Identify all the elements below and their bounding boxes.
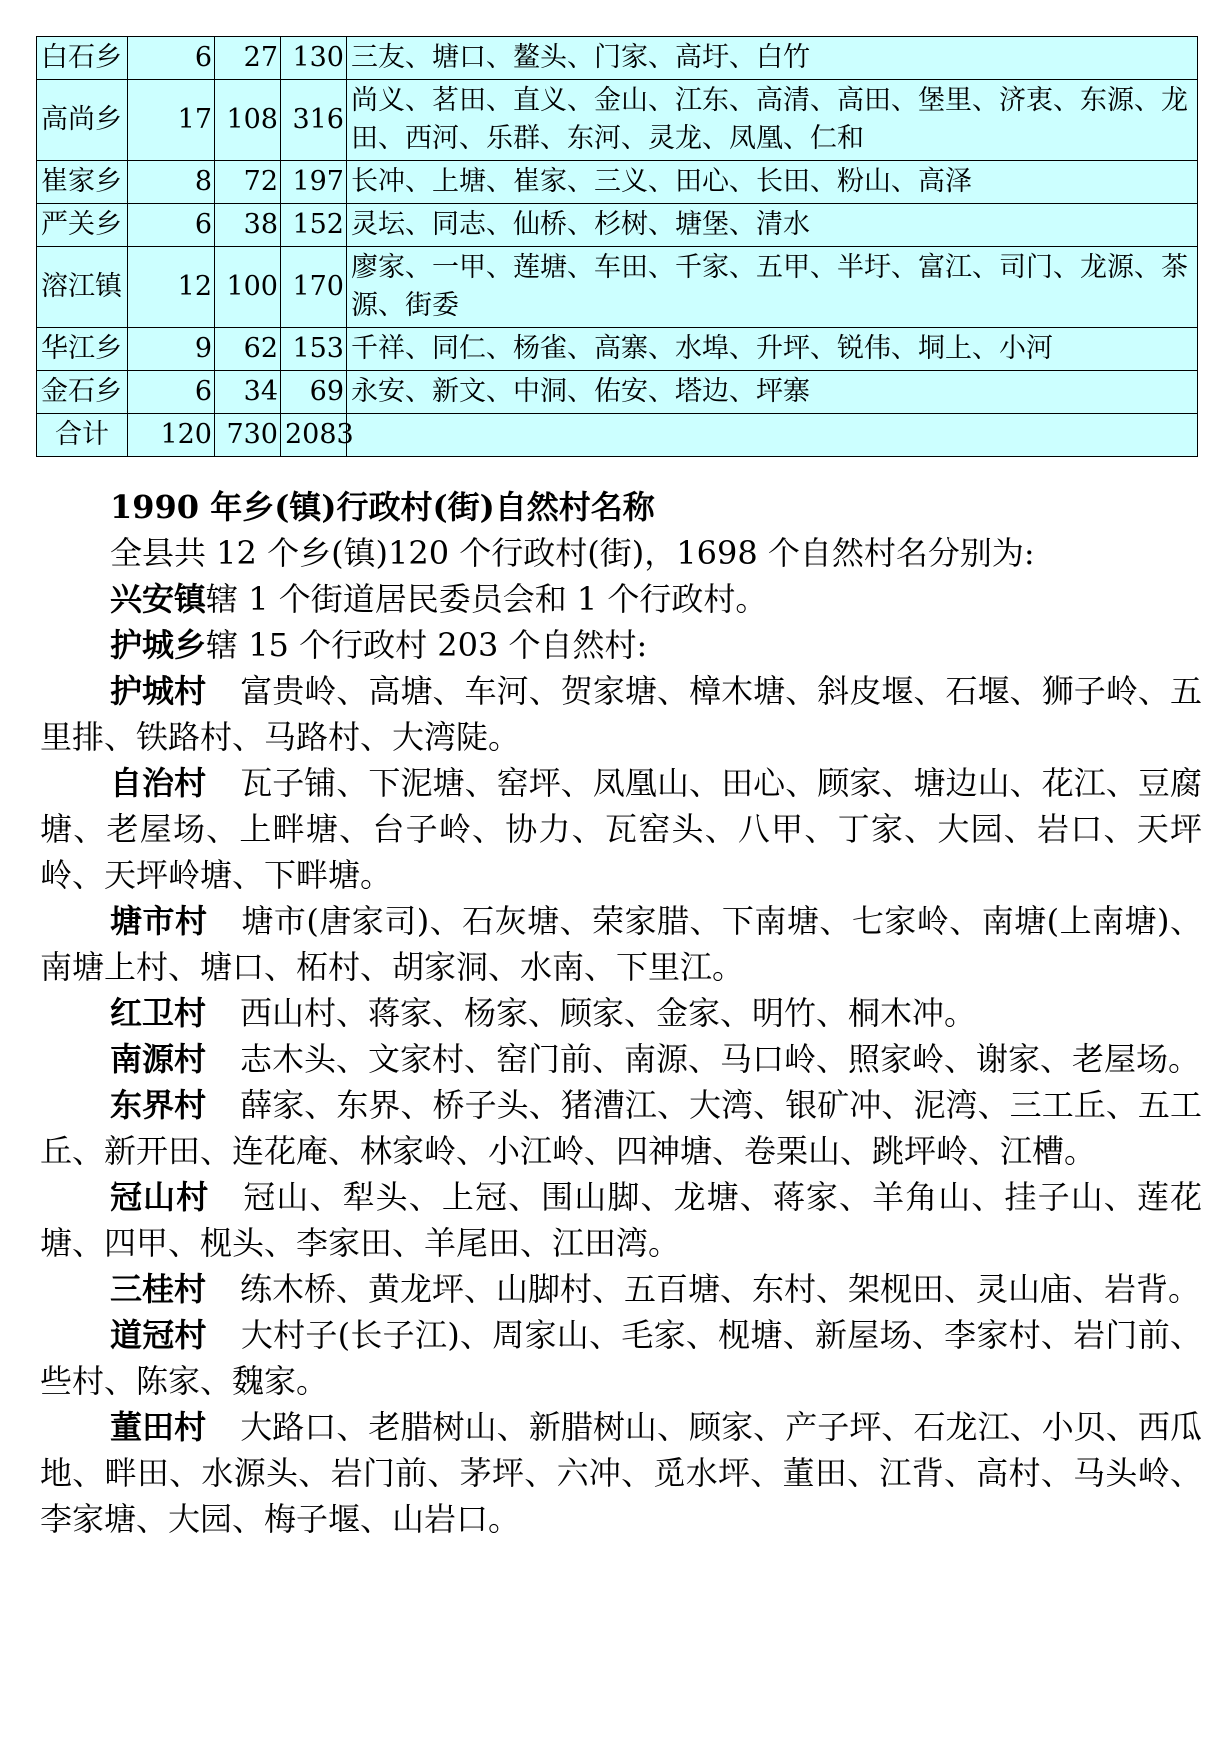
village-names-cell: 灵坛、同志、仙桥、杉树、塘堡、清水 xyxy=(347,204,1198,247)
natural-village-count-cell: 69 xyxy=(281,371,347,414)
village-paragraph xyxy=(40,898,1202,990)
natural-village-list: 薛家、东界、桥子头、猪漕江、大湾、银矿冲、泥湾、三工丘、五工丘、新开田、连花庵、林家岭、小江岭、四神塘、卷栗山、跳坪岭、江槽。 xyxy=(40,1086,1202,1170)
natural-village-count-cell: 170 xyxy=(281,247,347,328)
group-count-cell: 27 xyxy=(215,37,281,80)
document-body xyxy=(40,484,1202,1542)
hucheng-paragraph xyxy=(40,622,1202,668)
group-count-cell: 72 xyxy=(215,161,281,204)
natural-village-count-cell: 130 xyxy=(281,37,347,80)
village-paragraph xyxy=(40,1404,1202,1542)
natural-village-list: 练木桥、黄龙坪、山脚村、五百塘、东村、架枧田、灵山庙、岩背。 xyxy=(240,1270,1201,1308)
admin-village-name: 护城村 xyxy=(110,672,207,710)
village-paragraph xyxy=(40,1082,1202,1174)
admin-village-count-cell: 12 xyxy=(128,247,215,328)
intro-paragraph: 全县共 12 个乡(镇)120 个行政村(街)，1698 个自然村名分别为: xyxy=(110,534,1035,572)
table-row xyxy=(37,37,1198,80)
admin-village-count-cell: 6 xyxy=(128,37,215,80)
admin-village-count-cell: 6 xyxy=(128,371,215,414)
admin-village-name: 董田村 xyxy=(110,1408,207,1446)
admin-village-name: 道冠村 xyxy=(110,1316,207,1354)
township-name-cell: 高尚乡 xyxy=(37,80,128,161)
village-names-cell xyxy=(347,414,1198,457)
township-text: 辖 15 个行政村 203 个自然村: xyxy=(206,626,648,664)
group-count-cell: 108 xyxy=(215,80,281,161)
township-stats-table xyxy=(36,36,1198,457)
village-names-cell: 永安、新文、中洞、佑安、塔边、坪寨 xyxy=(347,371,1198,414)
admin-village-count-cell: 6 xyxy=(128,204,215,247)
village-paragraph xyxy=(40,990,1202,1036)
township-name-cell: 崔家乡 xyxy=(37,161,128,204)
natural-village-list: 富贵岭、高塘、车河、贺家塘、樟木塘、斜皮堰、石堰、狮子岭、五里排、铁路村、马路村、大湾陡。 xyxy=(40,672,1202,756)
township-name-cell: 金石乡 xyxy=(37,371,128,414)
village-paragraph xyxy=(40,1312,1202,1404)
village-names-cell: 廖家、一甲、莲塘、车田、千家、五甲、半圩、富江、司门、龙源、茶源、街委 xyxy=(347,247,1198,328)
natural-village-list: 塘市(唐家司)、石灰塘、荣家腊、下南塘、七家岭、南塘(上南塘)、南塘上村、塘口、柘村、胡家洞、水南、下里江。 xyxy=(40,902,1202,986)
admin-village-name: 南源村 xyxy=(110,1040,207,1078)
group-count-cell: 100 xyxy=(215,247,281,328)
natural-village-count-cell: 2083 xyxy=(281,414,347,457)
village-names-cell: 千祥、同仁、杨雀、高寨、水埠、升坪、锐伟、垌上、小河 xyxy=(347,328,1198,371)
group-count-cell: 34 xyxy=(215,371,281,414)
natural-village-count-cell: 153 xyxy=(281,328,347,371)
natural-village-list: 西山村、蒋家、杨家、顾家、金家、明竹、桐木冲。 xyxy=(240,994,977,1032)
township-name-cell: 溶江镇 xyxy=(37,247,128,328)
village-paragraph xyxy=(40,1266,1202,1312)
township-name-cell: 华江乡 xyxy=(37,328,128,371)
group-count-cell: 38 xyxy=(215,204,281,247)
natural-village-list: 志木头、文家村、窑门前、南源、马口岭、照家岭、谢家、老屋场。 xyxy=(240,1040,1201,1078)
township-name: 护城乡 xyxy=(110,626,207,664)
group-count-cell: 730 xyxy=(215,414,281,457)
admin-village-name: 红卫村 xyxy=(110,994,207,1032)
table-row xyxy=(37,371,1198,414)
natural-village-list: 瓦子铺、下泥塘、窑坪、凤凰山、田心、顾家、塘边山、花江、豆腐塘、老屋场、上畔塘、台子岭、协力、瓦窑头、八甲、丁家、大园、岩口、天坪岭、天坪岭塘、下畔塘。 xyxy=(40,764,1202,894)
admin-village-name: 东界村 xyxy=(110,1086,207,1124)
section-heading: 1990 年乡(镇)行政村(街)自然村名称 xyxy=(110,488,655,526)
admin-village-count-cell: 8 xyxy=(128,161,215,204)
village-paragraph xyxy=(40,668,1202,760)
village-names-cell: 长冲、上塘、崔家、三义、田心、长田、粉山、高泽 xyxy=(347,161,1198,204)
admin-village-name: 冠山村 xyxy=(110,1178,210,1216)
natural-village-count-cell: 197 xyxy=(281,161,347,204)
village-names-cell: 尚义、茗田、直义、金山、江东、高清、高田、堡里、济衷、东源、龙田、西河、乐群、东河、灵龙、凤凰、仁和 xyxy=(347,80,1198,161)
township-text: 辖 1 个街道居民委员会和 1 个行政村。 xyxy=(206,580,768,618)
natural-village-list: 大路口、老腊树山、新腊树山、顾家、产子坪、石龙江、小贝、西瓜地、畔田、水源头、岩门前、茅坪、六冲、觅水坪、董田、江背、高村、马头岭、李家塘、大园、梅子堰、山岩口。 xyxy=(40,1408,1202,1538)
village-paragraph xyxy=(40,1174,1202,1266)
natural-village-list: 冠山、犁头、上冠、围山脚、龙塘、蒋家、羊角山、挂子山、莲花塘、四甲、枧头、李家田、羊尾田、江田湾。 xyxy=(40,1178,1202,1262)
village-paragraph xyxy=(40,760,1202,898)
township-name: 兴安镇 xyxy=(110,580,207,618)
table-row xyxy=(37,161,1198,204)
admin-village-count-cell: 9 xyxy=(128,328,215,371)
admin-village-name: 自治村 xyxy=(110,764,207,802)
township-name-cell: 合计 xyxy=(37,414,128,457)
admin-village-count-cell: 120 xyxy=(128,414,215,457)
natural-village-list: 大村子(长子江)、周家山、毛家、枧塘、新屋场、李家村、岩门前、些村、陈家、魏家。 xyxy=(40,1316,1202,1400)
table-row xyxy=(37,414,1198,457)
group-count-cell: 62 xyxy=(215,328,281,371)
xingan-paragraph xyxy=(40,576,1202,622)
admin-village-name: 塘市村 xyxy=(110,902,208,940)
township-name-cell: 白石乡 xyxy=(37,37,128,80)
table-row xyxy=(37,204,1198,247)
natural-village-count-cell: 152 xyxy=(281,204,347,247)
table-row xyxy=(37,247,1198,328)
village-paragraph xyxy=(40,1036,1202,1082)
table-row xyxy=(37,80,1198,161)
table-row xyxy=(37,328,1198,371)
natural-village-count-cell: 316 xyxy=(281,80,347,161)
township-name-cell: 严关乡 xyxy=(37,204,128,247)
admin-village-count-cell: 17 xyxy=(128,80,215,161)
village-list xyxy=(40,668,1202,1542)
village-names-cell: 三友、塘口、鳌头、门家、高圩、白竹 xyxy=(347,37,1198,80)
admin-village-name: 三桂村 xyxy=(110,1270,207,1308)
